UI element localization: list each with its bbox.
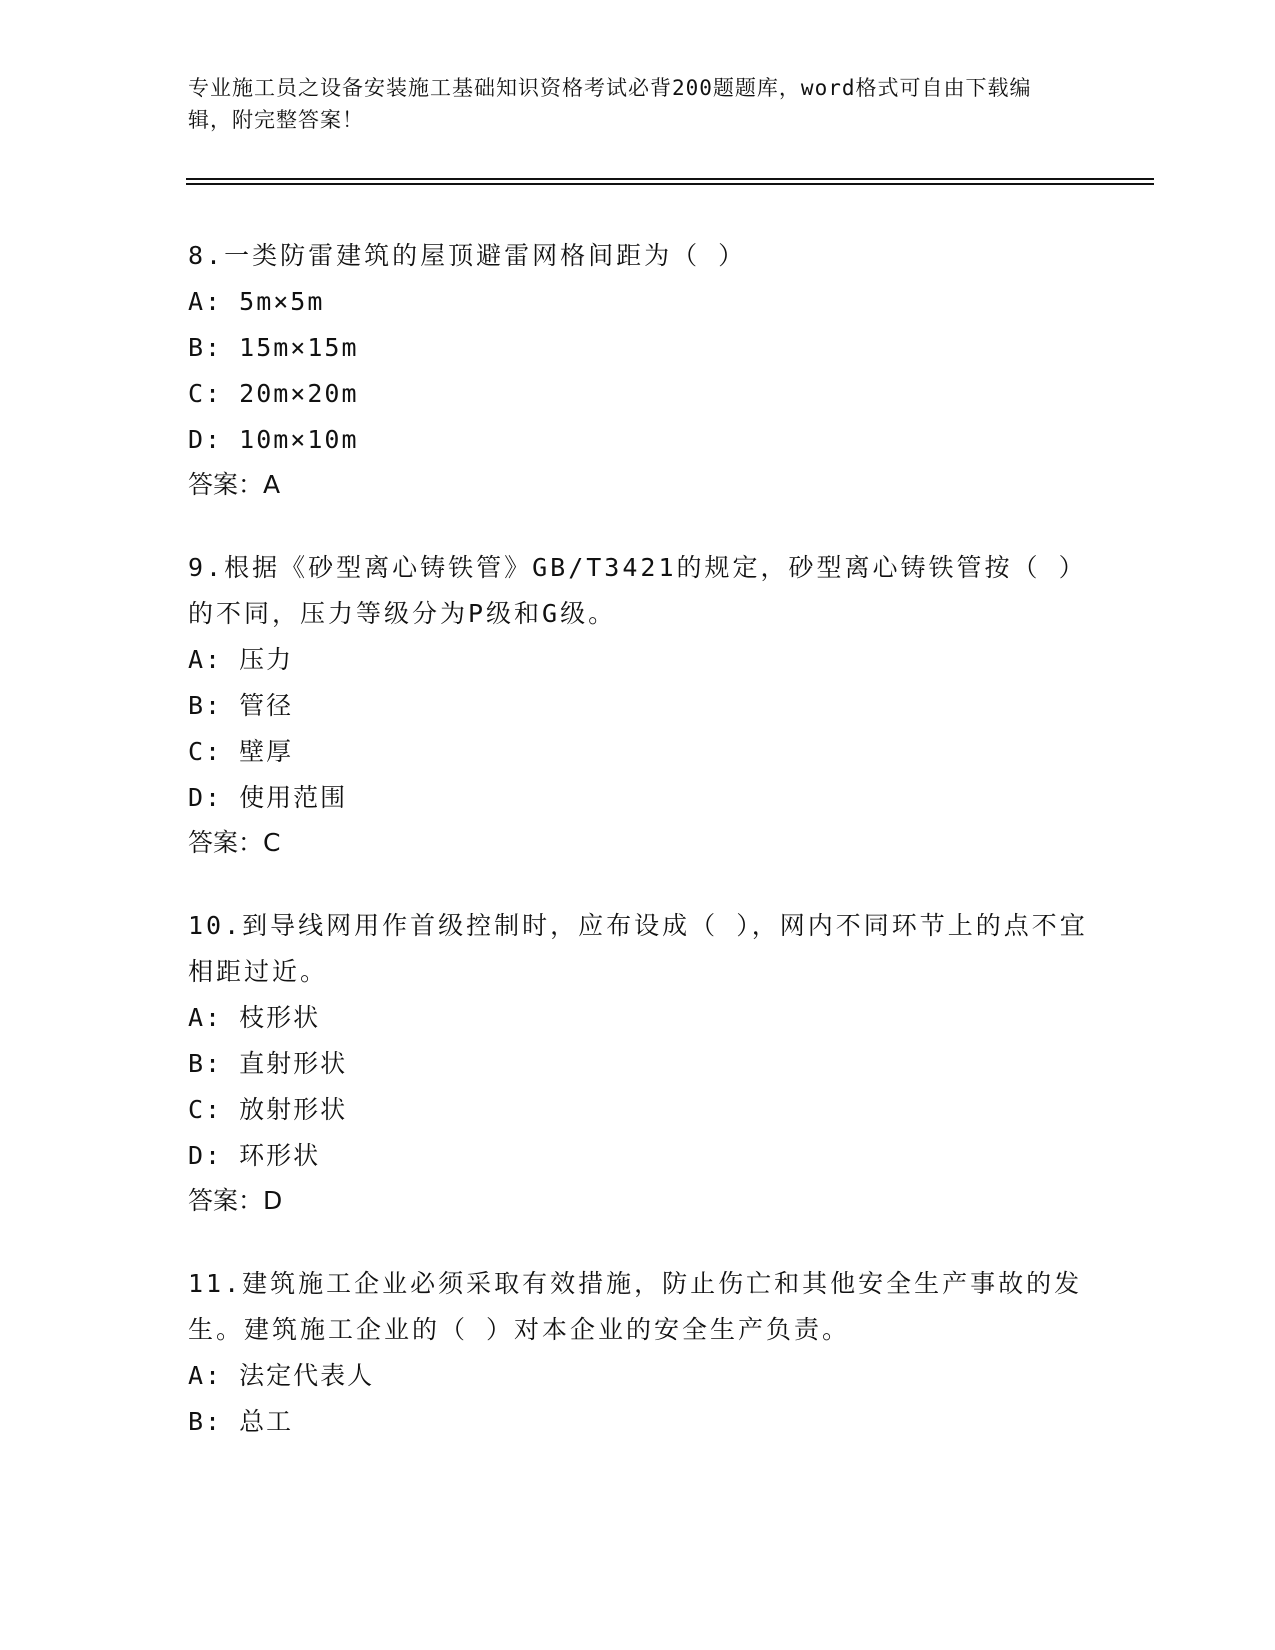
question-11 (188, 1261, 1088, 1445)
answer-line: 答案：C (188, 828, 281, 857)
option-a: A: 压力 (188, 645, 294, 674)
option-b: B: 15m×15m (188, 333, 359, 362)
question-stem: 11.建筑施工企业必须采取有效措施，防止伤亡和其他安全生产事故的发生。建筑施工企业的（ ）对本企业的安全生产负责。 (188, 1269, 1083, 1344)
question-list (188, 233, 1088, 1483)
question-stem: 10.到导线网用作首级控制时，应布设成（ ），网内不同环节上的点不宜相距过近。 (188, 911, 1088, 986)
option-a: A: 枝形状 (188, 1003, 321, 1032)
document-header: 专业施工员之设备安装施工基础知识资格考试必背200题题库，word格式可自由下载编辑，附完整答案！ (188, 76, 1032, 132)
answer-line: 答案：D (188, 1186, 283, 1215)
option-a: A: 5m×5m (188, 287, 325, 316)
header-rule-bottom (186, 183, 1154, 185)
option-c: C: 放射形状 (188, 1095, 348, 1124)
option-b: B: 总工 (188, 1407, 294, 1436)
question-8 (188, 233, 1088, 507)
question-stem: 8.一类防雷建筑的屋顶避雷网格间距为（ ） (188, 241, 747, 270)
question-10 (188, 903, 1088, 1223)
option-d: D: 环形状 (188, 1141, 321, 1170)
option-c: C: 20m×20m (188, 379, 359, 408)
question-stem: 9.根据《砂型离心铸铁管》GB/T3421的规定，砂型离心铸铁管按（ ）的不同，压力等级分为P级和G级。 (188, 553, 1087, 628)
option-b: B: 直射形状 (188, 1049, 348, 1078)
option-d: D: 使用范围 (188, 783, 348, 812)
answer-line: 答案：A (188, 470, 281, 499)
option-d: D: 10m×10m (188, 425, 359, 454)
option-c: C: 壁厚 (188, 737, 294, 766)
question-9 (188, 545, 1088, 865)
option-b: B: 管径 (188, 691, 294, 720)
header-rule-top (186, 178, 1154, 180)
option-a: A: 法定代表人 (188, 1361, 375, 1390)
